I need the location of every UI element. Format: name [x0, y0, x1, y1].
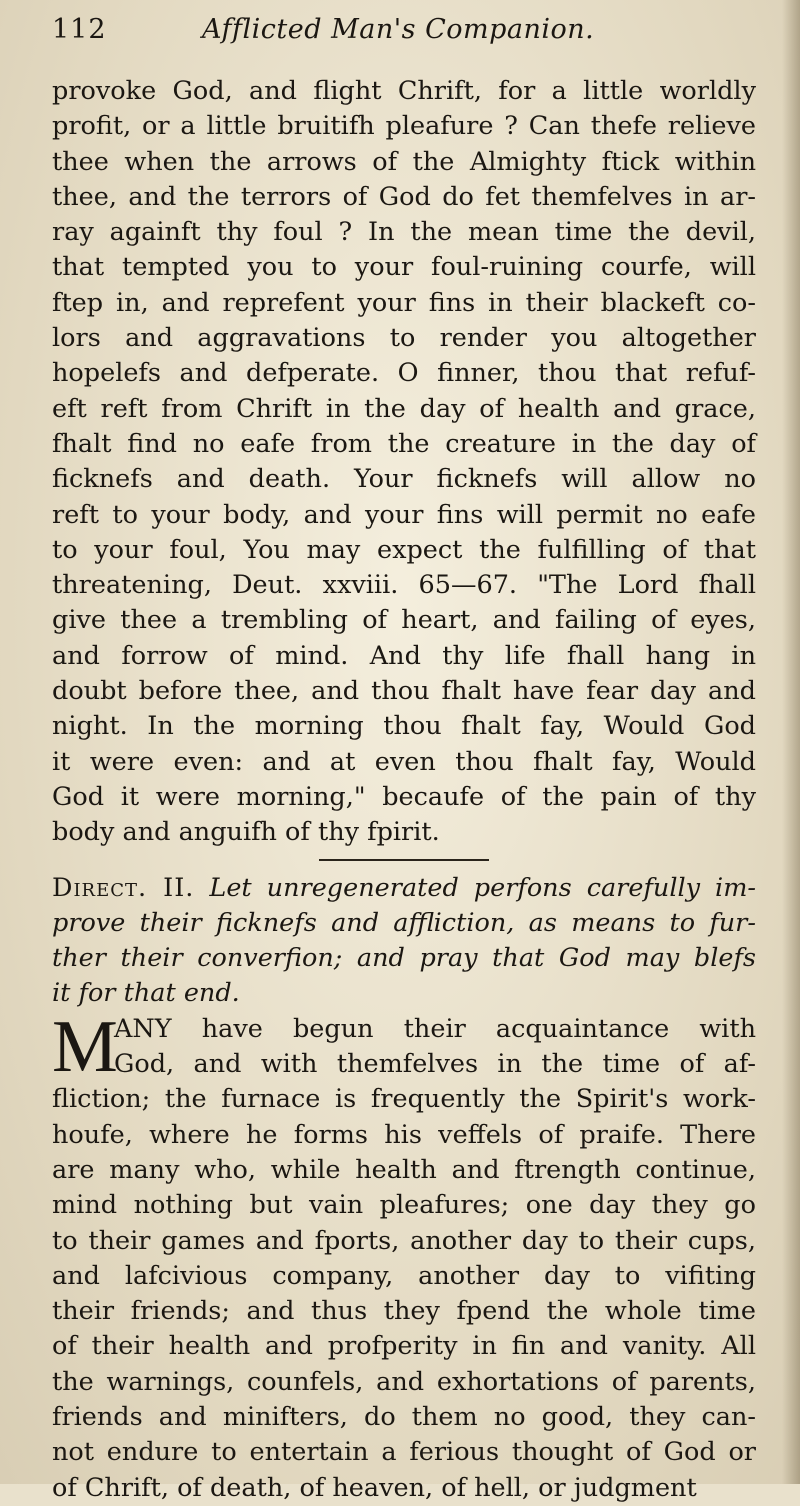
text-line: profit, or a little bruitifh pleafure ? Can thefe relieve: [52, 111, 756, 142]
text-line: God, and with themfelves in the time of af-: [114, 1049, 756, 1080]
text-line: of their health and profperity in fin and vanity. All: [52, 1331, 756, 1362]
text-line: provoke God, and flight Chrift, for a little worldly: [52, 76, 756, 106]
text-line: it were even: and at even thou fhalt fay, Would: [52, 746, 756, 777]
text-line: houfe, where he forms his veffels of praife. There: [52, 1119, 756, 1150]
text-line: ray againft thy foul ? In the mean time the devil,: [52, 217, 756, 248]
text-line: give thee a trembling of heart, and failing of eyes,: [52, 605, 756, 636]
running-head: Afflicted Man's Companion.: [202, 14, 595, 45]
direction-first-line: [52, 871, 756, 906]
direction-text: prove their ficknefs and affliction, as means to fur-: [52, 907, 756, 938]
text-line: thee, and the terrors of God do fet themfelves in ar-: [52, 181, 756, 212]
text-line: threatening, Deut. xxviii. 65—67. "The Lord fhall: [52, 570, 756, 601]
text-line: hopelefs and defperate. O finner, thou that refuf-: [52, 358, 756, 389]
paragraph-2: [52, 1005, 756, 1506]
text-line: thee when the arrows of the Almighty ftick within: [52, 146, 756, 177]
text-line: to their games and fports, another day to their cups,: [52, 1225, 756, 1256]
text-line: lors and aggravations to render you altogether: [52, 323, 756, 354]
direction-text: ther their converfion; and pray that God may blefs: [52, 943, 756, 974]
section-divider-rule: [319, 859, 489, 861]
page-number: 112: [52, 14, 107, 45]
paragraph-1: [52, 74, 756, 851]
direction-label: Direct. II.: [52, 872, 195, 903]
text-line: are many who, while health and ftrength continue,: [52, 1154, 756, 1185]
text-line: doubt before thee, and thou fhalt have fear day and: [52, 676, 756, 707]
direction-text: it for that end.: [52, 978, 240, 1009]
text-line: the warnings, counfels, and exhortations of parents,: [52, 1366, 756, 1397]
text-line: friends and minifters, do them no good, they can-: [52, 1401, 756, 1432]
text-line: fliction; the furnace is frequently the Spirit's work-: [52, 1084, 756, 1115]
text-line: ftep in, and reprefent your fins in their blackeft co-: [52, 287, 756, 318]
text-line: eft reft from Chrift in the day of health and grace,: [52, 393, 756, 424]
text-line: and forrow of mind. And thy life fhall hang in: [52, 640, 756, 671]
text-line: ficknefs and death. Your ficknefs will allow no: [52, 464, 756, 495]
text-line: and lafcivious company, another day to vifiting: [52, 1260, 756, 1291]
text-line: mind nothing but vain pleafures; one day they go: [52, 1190, 756, 1221]
drop-cap: M: [52, 1005, 118, 1088]
text-line: to your foul, You may expect the fulfilling of that: [52, 534, 756, 565]
text-line: God it were morning," becaufe of the pain of thy: [52, 781, 756, 812]
text-line: of Chrift, of death, of heaven, of hell, or judgment: [52, 1472, 697, 1503]
page-header: [52, 14, 756, 74]
text-line: not endure to entertain a ferious thought of God or: [52, 1437, 756, 1468]
text-line: night. In the morning thou fhalt fay, Would God: [52, 711, 756, 742]
text-line: body and anguifh of thy fpirit.: [52, 817, 440, 848]
text-line: fhalt find no eafe from the creature in the day of: [52, 428, 756, 459]
text-line: their friends; and thus they fpend the whole time: [52, 1296, 756, 1327]
text-line: that tempted you to your foul-ruining courfe, will: [52, 252, 756, 283]
direction-heading: [52, 871, 756, 1012]
text-line: ANY have begun their acquaintance with: [114, 1013, 756, 1044]
page-edge-shadow: [782, 0, 800, 1484]
direction-text: Let unregenerated perfons carefully im-: [209, 872, 756, 903]
text-line: reft to your body, and your fins will permit no eafe: [52, 499, 756, 530]
